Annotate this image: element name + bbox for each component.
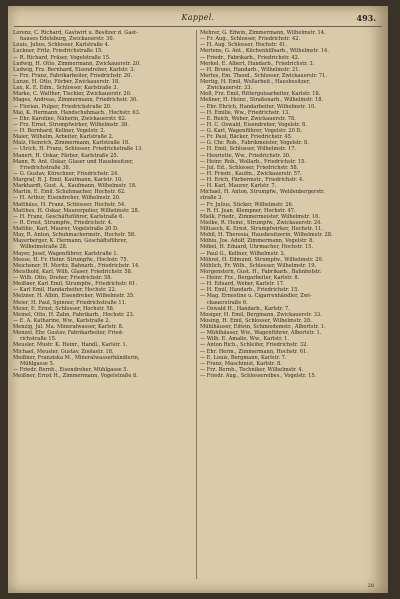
directory-entry: Michael, H. Anton, Strumpfw., Weldenbergerstr. <box>200 189 325 196</box>
directory-entry: — G. Karl, Wagenführer, Vogelstr. 20 D. <box>200 128 302 134</box>
directory-entry: — H. Karl, Maurer, Karlstr. 7. <box>200 183 277 190</box>
directory-entry: Manert, H. Oskar, Färber, Karlstraße 25. <box>13 152 119 159</box>
directory-entry: Matthes, H. Oskar, Maurerpolier, Wilhelmstr. 28. <box>13 207 140 214</box>
directory-entry: Mittasch, K. Ernst, Strumpfwirker, Hochstr. 11. <box>200 226 323 232</box>
directory-entry: — H. Emil, Schlosser, Wilhelmstr. 17. <box>200 146 297 153</box>
directory-entry: — R. Richard, Fräser, Vogelstraße 15. <box>13 54 111 61</box>
directory-entry: Margraf, R. J. Emil, Kaufmann, Karlstr. 10. <box>13 177 123 183</box>
directory-entry: — E. A. Katharine, Ww., Karlstraße 2. <box>13 317 111 324</box>
directory-entry: Lunze, H. Otto, Fürber, Zwickauerstr. 18. <box>13 79 120 85</box>
directory-entry: — Franz, Maschinist, Karlstr. 8. <box>200 360 282 367</box>
directory-entry: Mehrer, G. Edwin, Zimmermann, Wilhelmstr. 14. <box>200 30 326 36</box>
directory-entry: Menzel, Ehr. Gustav, Fabrikarbeiter, Fried- <box>13 330 124 337</box>
directory-entry: — H. C. Oswald, Eisendreher, Vogelstr. 8. <box>200 121 307 128</box>
directory-entry: — Wilh. E. Amalie, Ww., Karlstr. 1. <box>200 336 290 343</box>
page-number: 493. <box>356 13 376 23</box>
directory-entry: — H. Arthur, Eisendreher, Wilhelmstr. 20. <box>13 195 121 202</box>
directory-entry: Meusler, Mustr. K. Heinr., Handl., Karlstr. 1. <box>13 342 128 349</box>
signature-mark: 28 <box>367 583 374 589</box>
directory-entry: Ludwig, H. Otto, Zimmermann, Zwickauerstr. 20. <box>13 60 141 67</box>
directory-entry: Malz, Heinrich, Zimmermann, Karlstraße 18. <box>13 140 130 147</box>
directory-entry: — H. Friedr., Kaufm., Zwickauerstr. 57. <box>200 170 302 177</box>
page-header <box>8 13 388 27</box>
directory-entry: Möhrel, H. Edmund, Strumpfw., Wilhelmstr. 20. <box>200 256 324 263</box>
directory-entry: hauses Edelsburg, Zwickauerstr. 30. <box>20 36 115 43</box>
directory-entry: Matthic, Karl, Maurer, Vogelstraße 20 D. <box>13 226 119 232</box>
directory-entry: — H. Franz, Geschäftsführer, Karlstraße 6. <box>13 213 124 220</box>
directory-entry: — Frz. Franz, Fabrikarbeiter, Friedrichstr. 20. <box>13 72 132 79</box>
column-divider <box>196 30 197 579</box>
directory-entry: — Florian, Pulper, Friedrichstraße 20. <box>13 103 112 110</box>
directory-entry: Mosing, H. Emil, Schlosser, Wilhelmstr. 28. <box>200 317 312 324</box>
directory-entry: — Frz. Ernst, Strumpfwirker, Wilhelmstr. 38. <box>13 121 129 128</box>
left-column <box>13 30 194 379</box>
directory-entry: — Oswald H., Handarb., Karlstr. 7. <box>200 305 290 312</box>
directory-entry: — Fr. Aug., Schlosser, Friedrichstr. 42. <box>200 36 301 43</box>
directory-entry: Mai, K. Hermann, Handschuhmach., Hochstr. 63. <box>13 109 141 116</box>
directory-entry: Mann, R. Ant. Oskar, Glaser und Hausbesitzer, <box>13 158 134 165</box>
directory-entry: — H. Erich, Färbermstr., Friedrichstr. 4. <box>200 177 304 183</box>
directory-entry: — R. Ernst, Strumpfw., Friedrichstr. 4. <box>13 219 113 226</box>
header-rule <box>14 26 382 27</box>
directory-entry: — Henriette, Ww., Friedrichstr. 30. <box>200 152 291 159</box>
directory-entry: — Paul G., Kellner, Wilhelmstr. 2. <box>200 250 286 257</box>
directory-entry: — Heinr. Rob., Wollarb., Friedrichstr. 15. <box>200 158 306 165</box>
directory-entry: Martin, E. Emil, Schuhmacher, Hochstr. 62. <box>13 189 126 196</box>
right-column <box>200 30 380 379</box>
directory-entry: — Mühlhäuser, Ww., Wagenführer, Albertstr. 1. <box>200 330 322 337</box>
directory-entry: — Ehr. Herm., Zimmermann, Hochstr. 61. <box>200 348 308 355</box>
directory-entry: Mielke, R. Heinr., Strumpfw., Zwickauerstr. 24. <box>200 219 322 226</box>
directory-entry: — H. Emil, Handarb., Friedrichstr. 15. <box>200 287 299 294</box>
directory-entry: — H. Eduard, Weber, Karlstr. 17. <box>200 281 285 288</box>
directory-entry: Meier, E. Ernst, Schlosser, Hochstr. 58. <box>13 305 115 312</box>
directory-entry: Wilhelmstraße 28. <box>20 244 68 251</box>
directory-entry: Lorenz, C. Richard, Gastwirt u. Besitzer d. Gast- <box>13 30 138 36</box>
directory-entry: — E. Reich, Weber, Zwickauerstr. 78. <box>200 115 296 122</box>
directory-entry: — H. Aug. Schlosser, Hochstr. 41. <box>200 42 288 49</box>
directory-entry: — Friedr. Bernh., Eisendreher, Mühlgasse 5. <box>13 366 129 373</box>
directory-entry: Meißner, Ernst H., Zimmermann, Vogelstraße 8. <box>13 373 138 379</box>
directory-entry: Meese, H. Fr. Heinr. Strumpfw., Hochstr. 75. <box>13 256 129 263</box>
directory-entry: Mages, Andreas, Zimmermann, Friedrichstr. 30. <box>13 97 138 104</box>
directory-entry: Zwickauerstr. 33. <box>207 85 253 92</box>
directory-entry: May, R. Anton, Schuhmachermstr., Hochstr. 58. <box>13 232 136 239</box>
directory-entry: — Jul. Ed., Schlosser, Friedrichstr. 58. <box>200 164 299 171</box>
directory-entry: Mayer, Josef, Wagenführer, Karlstraße 1. <box>13 250 119 257</box>
directory-entry: Friedrichstraße 38. <box>20 164 71 171</box>
directory-entry: ckauerstraße 6. <box>207 299 248 306</box>
directory-entry: Menzig, Jul. Ma. Mineralwasser, Karlstr. 8. <box>13 324 124 330</box>
directory-entry: Maier, Wilhelm, Arbeiter, Karlstraße 2. <box>13 134 114 141</box>
directory-entry: Meißner, Franziska M., Mineralwasserhändlerin, <box>13 354 140 361</box>
directory-entry: Mayerberger, K. Hermann, Geschäftsführer, <box>13 238 128 245</box>
directory-entry: — G. Gustav, Kürschner, Friedrichstr. 24. <box>13 170 119 177</box>
directory-entry: — H. Bernhard, Kellner, Vogelstr. 2. <box>13 128 106 134</box>
directory-entry: — Ulrich, H. Franz, Schlosser, Friedrichstraße 13. <box>13 146 143 153</box>
directory-entry: Möbel, H. Eduard, Uhrmacher, Hochstr. 15. <box>200 244 313 251</box>
directory-entry: Meißner, Karl Emil, Strumpfw., Friedrichstr. 61. <box>13 281 138 288</box>
directory-entry: Meß, Frz. Emil, Rittergutsarbeiter, Karlstr. 18. <box>200 91 321 98</box>
directory-entry: — Mag. Ernestine u. Cigarrenhändler, Zwi- <box>200 293 312 300</box>
directory-entry: Meier, H. Paul, Spinner, Friedrichstraße 11. <box>13 299 127 306</box>
directory-page <box>8 6 388 593</box>
directory-entry: — Fr. Julius, Sticker, Wilhelmstr. 26. <box>200 201 294 208</box>
directory-entry: — H. Emilie, Ww., Friedrichstr. 13. <box>200 109 290 116</box>
directory-entry: Meichsner, H. Moritz, Bahnarb., Friedrichstr. 14. <box>13 262 140 269</box>
directory-entry: Luckner, Fritz, Friedrichstraße 15. <box>13 48 103 55</box>
directory-entry: Markhardt, Gust. A., Kaufmann, Wilhelmstr. 18. <box>13 183 137 190</box>
directory-entry: Mertes, Em. Theod., Schlosser, Zwickauerstr. 71. <box>200 72 328 79</box>
directory-entry: Meßner, H. Heinr., Straßenarb., Wilhelmstr. 18. <box>200 97 324 104</box>
directory-entry: — Friedr. Aug., Schlossereibes., Vogelstr. 15. <box>200 373 317 379</box>
directory-entry: Meisthold, Karl, Wilh. Glaser, Friedrichstr. 58. <box>13 268 133 275</box>
directory-entry: Louis, Julius, Schlosser, Karlstraße 4. <box>13 42 110 49</box>
directory-entry: richstraße 15. <box>20 336 57 343</box>
directory-entry: — E. Louis, Bergmann, Karlstr. 7. <box>200 354 287 361</box>
directory-entry: Mielk, Friedr., Zimmermeister, Wilhelmstr. 16. <box>200 213 320 220</box>
directory-entry: straße 3. <box>200 195 224 202</box>
directory-entry: Ludwig, Frz. Bernhard, Eisendreher, Karlstr. 3. <box>13 66 135 73</box>
directory-entry: Mobil, H. Theresia, Hausbesitzerin, Wilhelmstr. 28. <box>200 232 333 239</box>
directory-entry: Melzner, H. Albin, Eisendreher, Wilhelmstr. 35. <box>13 293 135 300</box>
directory-entry: Michael, Meusler, Gustav, Zoolastr. 18. <box>13 348 114 355</box>
directory-entry: Mühlhäuser, Edwin, Schmiedemstr., Albertstr. 1. <box>200 324 326 330</box>
directory-entry: — Wilh. Otto, Dreher, Friedrichstr. 58. <box>13 275 113 281</box>
directory-entry: Möbiu, Jos. Adolf, Zimmermann, Vogelstr. 8. <box>200 238 314 245</box>
directory-entry: — Fr. Paul, Bäcker, Friedrichstr. 45. <box>200 134 293 141</box>
directory-entry: Lux, K. E. Edm., Schlosser, Karlstraße 3. <box>13 85 119 92</box>
directory-entry: — Frz. Bernh., Techniker, Wilhelmstr. 4. <box>200 366 304 373</box>
directory-entry: Mertig, H. Emil, Wollarbeit., Hausbesitzer, <box>200 79 311 85</box>
directory-entry: — Ehr. Karoline, Näherin, Zwickauerstr. 62. <box>13 115 127 122</box>
directory-entry: — R. H. Jean, Klempner, Hochstr. 47. <box>200 207 296 214</box>
directory-entry: — Friedr., Fabrikarb., Friedrichstr. 42. <box>200 54 300 61</box>
directory-entry: — G. Chr. Rob., Fabrikmeister, Vogelstr. 8. <box>200 140 309 147</box>
directory-entry: — Anton Rich., Schleifer, Friedrichstr. 32. <box>200 342 308 349</box>
directory-entry: Meinel, Otto, H. Zahn, Fabrikarb., Hochstr. 23. <box>13 311 135 318</box>
running-head: Kappel. <box>181 13 215 22</box>
directory-entry: — Ehr. Ehrich, Handarbeiter, Wilhelmstr. 10. <box>200 103 316 110</box>
directory-entry: Morgenstern, Gust. H., Fabrikarb., Bahnhofstr. <box>200 268 322 275</box>
directory-entry: Mühlgasse 5. <box>20 360 55 367</box>
directory-entry: Möhlich, Fr. Wilh., Schlosser, Wilhelmstr. 19. <box>200 262 317 269</box>
directory-entry: Mosiger, H. Emil, Bergmann, Zwickauerstr. 33. <box>200 311 322 318</box>
directory-entry: Merkel, E. Albert, Handarb., Friedrichstr. 3. <box>200 60 315 67</box>
directory-entry: Matthäus, H. Franz, Schlosser, Hochstr. 54. <box>13 201 126 208</box>
directory-entry: — Karl Emil, Handarbeiter, Hochstr. 22. <box>13 287 117 294</box>
directory-entry: Marke, C. Walther, Tischler, Zwickauerstr. 20. <box>13 91 132 98</box>
directory-entry: — Heinr. Frz., Bergarbeiter, Karlstr. 8. <box>200 275 300 281</box>
directory-entry: — H. Bruno, Handarb., Wilhelmstr. 21. <box>200 66 301 73</box>
directory-entry: Mertens, G. Ant., Küchenhilfsarb., Wilhelmstr. 14. <box>200 48 329 55</box>
